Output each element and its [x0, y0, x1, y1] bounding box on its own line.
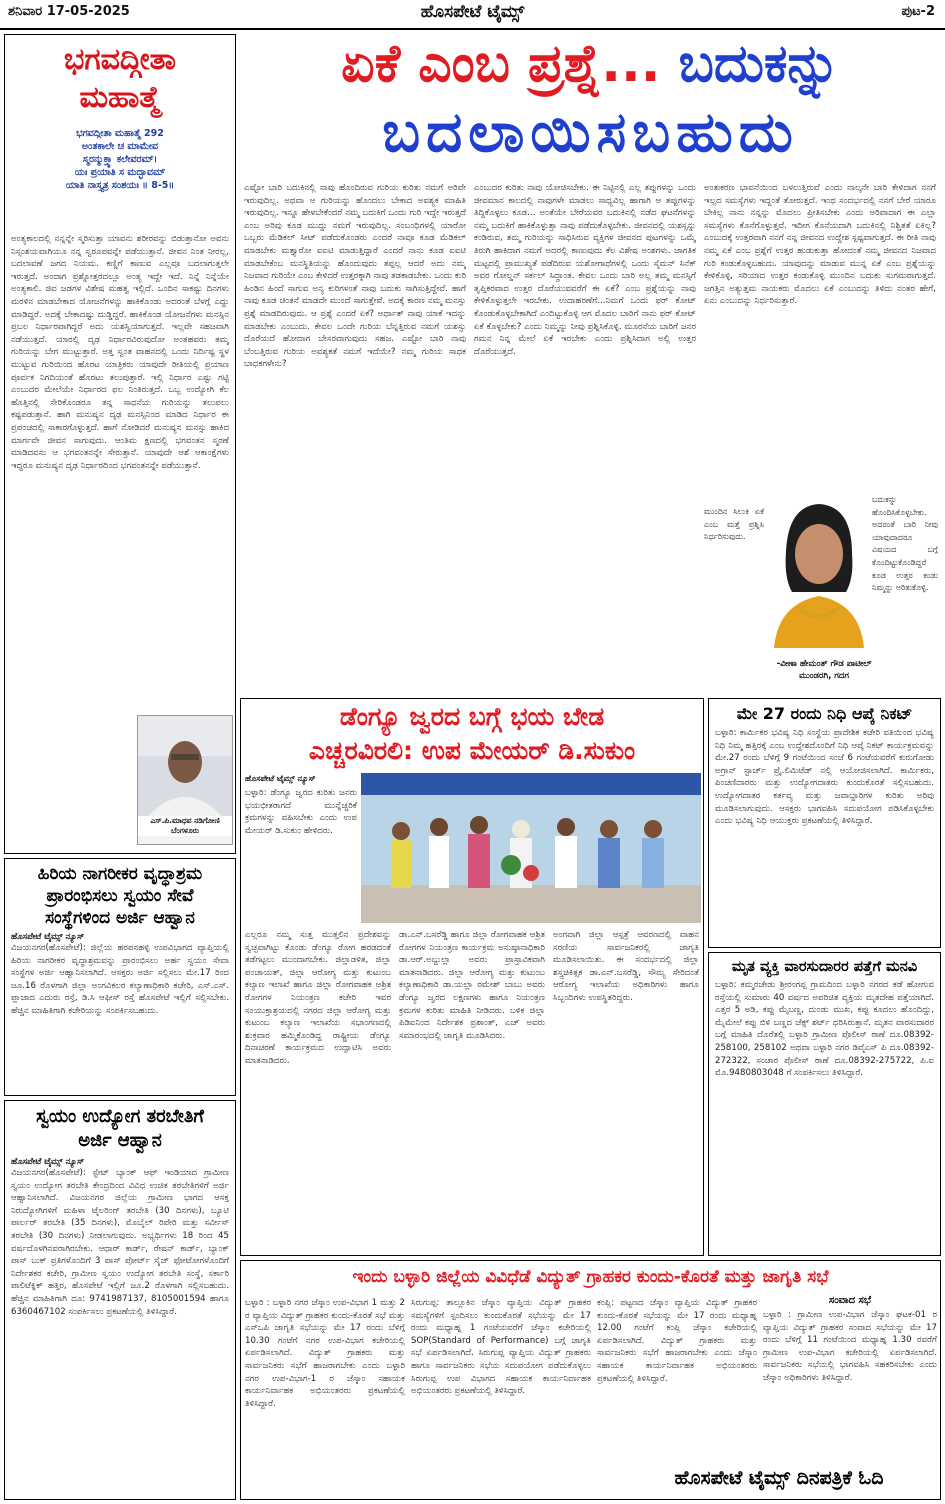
electricity-heading: ಇಂದು ಬಳ್ಳಾರಿ ಜಿಲ್ಲೆಯ ವಿವಿಧೆಡೆ ವಿದ್ಯುತ್ ಗ್ರಾಹಕರ ಕುಂದು-ಕೊರತೆ ಮತ್ತು ಜಾಗೃತಿ ಸಭೆ	[352, 1267, 829, 1287]
gita-shloka	[5, 127, 235, 192]
feature-heading-red: ಏಕೆ ಎಂಬ ಪ್ರಶ್ನೆ...	[341, 34, 679, 94]
gita-article	[4, 34, 236, 854]
feature-column-3: ಅಂತಃಕರಣ ಭಾವನೆಯಿಂದ ಬಳಲುತ್ತಿರುವೆ ಎಂದು ನಾಲ್ಕನೇ ಬಾರಿ ಕೇಳಿದಾಗ ನನಗೆ ಇಲ್ಲದ ಸಮಸ್ಯೆಗಳು ಇದ್ದಂತೆ ತೋರುತ್ತದೆ. ಇಂಥ ಸಂದರ್ಭದಲ್ಲಿ ನನಗೆ ಬೇರೆ ಯಾರೂ ಬೇಕಿಲ್ಲ ನಾನು ನನ್ನನ್ನು ಮೊದಲು ಪ್ರೀತಿಸಬೇಕು ಎಂದು ಅರಿವಾದಾಗ ಈ ಎಲ್ಲಾ ಸಮಸ್ಯೆಗಳು ಕೊನೆಗೊಳ್ಳುತ್ತವೆ. ಇದೀಗ ಕೊನೆಯದಾಗಿ ಬದುಕಿನಲ್ಲಿ ನಿಶ್ಚಿತತೆ ಏಕಿಲ್ಲ? ಎಂಬುದಕ್ಕೆ ಉತ್ತರವಾಗಿ ನನಗೆ ನನ್ನ ಜೀವನದ ಉದ್ದೇಶ ಸ್ಪಷ್ಟವಾಗುತ್ತದೆ. ಈ ರೀತಿ ನಾವು ನಮ್ಮ ಏಕೆ ಎಂಬ ಪ್ರಶ್ನೆಗೆ ಉತ್ತರ ಹುಡುಕುತ್ತಾ ಹೋದಂತೆ ನಮ್ಮ ಜೀವನದ ನಿಜವಾದ ಗುರಿ ಕಂಡುಕೊಳ್ಳಬಹುದು. ಯಾವುದನ್ನು ಮಾಡುವ ಮುನ್ನ ಏಕೆ ಎಂಬ ಪ್ರಶ್ನೆಯನ್ನು ಕೇಳಿಕೊಳ್ಳಿ, ಸರಿಯಾದ ಉತ್ತರ ಕಂಡುಕೊಳ್ಳಿ ಮುಂದಿನ ಬದುಕು ಸುಗಮವಾಗುತ್ತದೆ. ಜಗತ್ತಿನ ಅತ್ಯುತ್ತಮ ನಾಯಕರು ಮೊದಲು ಏಕೆ ಎಂಬುದನ್ನು ತಿಳಿದು ನಂತರ ಹೇಗೆ, ಏನು ಎಂಬುದನ್ನು ನಿರ್ಧರಿಸುತ್ತಾರೆ.	[704, 183, 936, 307]
feature-column-2: ಎಂಬುದರ ಕುರಿತು ನಾವು ಯೋಚಿಸಬೇಕು. ಈ ನಿಟ್ಟಿನಲ್ಲಿ ಎಲ್ಲ ತಪ್ಪುಗಳನ್ನು ಒಂದು ಜೀವಮಾನ ಕಾಲದಲ್ಲಿ ನಾವುಗಳೇ ಮಾಡಲು ಸಾಧ್ಯವಿಲ್ಲ ಹಾಗಾಗಿ ಆ ತಪ್ಪುಗಳನ್ನು ತಿದ್ದಿಕೊಳ್ಳಲು ಕೂಡ... ಅಂತೆಯೇ ಬೇರೆಯವರ ಬದುಕಿನಲ್ಲಿ ನಡೆದ ಘಟನೆಗಳನ್ನು ನಮ್ಮ ಬದುಕಿಗೆ ಹಾಕಿಕೊಳ್ಳುತ್ತಾ ನಾವು ಪಡೆದುಕೊಳ್ಳಬೇಕು. ಜೀವನದಲ್ಲಿ ಯಶಸ್ಸನ್ನು ಕಂಡಿರುವ, ತಮ್ಮ ಗುರಿಯನ್ನು ಸಾಧಿಸಿರುವ ವ್ಯಕ್ತಿಗಳ ಜೀವನದ ಪುಟಗಳನ್ನು ಒಮ್ಮೆ ತಿರುಗಿ ಹಾಕಿದಾಗ ನಮಗೆ ಅದರಲ್ಲಿ ಕಾಣುವುದು ಕೆಲ ವಿಶೇಷ ಅಂಶಗಳು. ಜಾಗತಿಕ ಮಟ್ಟದಲ್ಲಿ ಪ್ರಾಮುಖ್ಯತೆ ಪಡೆದಿರುವ ಯಶೋಗಾಥೆಗಳಲ್ಲಿ ಒಂದು ಸೈಮನ್ ಸಿನೆಕ್ ಅವರ ಗೋಲ್ಡನ್ ಸರ್ಕಲ್ ಸಿದ್ಧಾಂತ. ಕೇವಲ ಒಂದು ಬಾರಿ ಅಲ್ಲ ತಮ್ಮ ಮನಸ್ಸಿಗೆ ತೃಪ್ತಿಕರವಾದ ಉತ್ತರ ದೊರೆಯುವವರೆಗೆ ಈ ಏಕೆ? ಎಂಬ ಪ್ರಶ್ನೆಯನ್ನು ನಾವು ಕೇಳಿಕೊಳ್ಳುತ್ತಲೇ ಇರಬೇಕು. ಉದಾಹರಣೆಗೆ...ನಿಮಗೆ ಒಂದು ಫರ್ ಕೋಟ್ ಕೊಂಡುಕೊಳ್ಳಬೇಕಾಗಿದೆ ಎಂದಿಟ್ಟುಕೊಳ್ಳಿ ಆಗ ಮೊದಲ ಬಾರಿಗೆ ನಾನು ಫರ್ ಕೋಟ್ ಏಕೆ ಕೊಳ್ಳಬೇಕು? ಎಂದು ನಿಮ್ಮನ್ನು ನೀವು ಪ್ರಶ್ನಿಸಿಕೊಳ್ಳಿ. ಮೂರನೆಯ ಬಾರಿಗೆ ಜನರ ಗಮನ ನಿನ್ನ ಮೇಲೆ ಏಕೆ ಇರಬೇಕು ಎಂದು ಪ್ರಶ್ನಿಸಿದಾಗ ಅಲ್ಲಿ ಉತ್ತರ ದೊರೆಯುತ್ತದೆ.	[474, 183, 696, 357]
training-heading-1: ಸ್ವಯಂ ಉದ್ಯೋಗ ತರಬೇತಿಗೆ	[36, 1106, 204, 1127]
dengue-article	[240, 698, 704, 1256]
feature-column-1: ಎಷ್ಟೋ ಬಾರಿ ಬದುಕಿನಲ್ಲಿ ನಾವು ಹೊಂದಿರುವ ಗುರಿಯ ಕುರಿತು ನಮಗೆ ಅರಿವೇ ಇರುವುದಿಲ್ಲ. ಅಥವಾ ಆ ಗುರಿಯನ್ನು ಹೊಂದಲು ಬೇಕಾದ ಅವಶ್ಯಕ ಮಾಹಿತಿ ಇರುವುದಿಲ್ಲ. ಇನ್ನೂ ಹೇಳಬೇಕೆಂದರೆ ನಮ್ಮ ಬದುಕಿಗೆ ಒಂದು ಗುರಿ ಇದ್ದೇ ಇರುತ್ತದೆ ಎಂಬ ಅರಿವು ಕೂಡ ಮುದ್ದು ನಮಗೆ ಇರುವುದಿಲ್ಲ. ಸಂಬಂಧಿಗಳಲ್ಲಿ ಯಾರೋ ಒಬ್ಬರು ಮೆಡಿಕಲ್ ಸೀಟ್ ಪಡೆದುಕೊಂಡರು ಎಂದರೆ ನಾವೂ ಕೂಡ ಮೆಡಿಕಲ್ ಮಾಡಬೇಕು ಮತ್ತ್ಯಾರೋ ಐಐಟಿ ಮಾಡುತ್ತಿದ್ದಾರೆ ಎಂದರೆ ನಾನು ಕೂಡ ಐಐಟಿ ಮಾಡಬೇಕೆಂಬ ಮನಸ್ಥಿತಿಯನ್ನು ಹೊಂದುವುದು ತಪ್ಪಲ್ಲ ಆದರೆ ಅದು ನಮ್ಮ ನಿಜವಾದ ಗುರಿಯೇ ಎಂಬ ಕೇಳಿದರೆ ಉತ್ತರಕ್ಕಾಗಿ ನಾವು ತಡಕಾಡಬೇಕು. ಒಂದು ಕುರಿ ಹಿಂಡಿನ ಹಿಂದೆ ಸಾಗುವ ಅನ್ಯ ಕುರಿಗಳಂತೆ ನಾವು ಬದುಕು ಸಾಗಿಸುತ್ತಿದ್ದೇವೆ. ಹಾಗೆ ನಾವು ಕೂಡ ಚಿಂತನೆ ಮಾಡದೇ ಮುಂದೆ ಸಾಗುತ್ತೇವೆ. ಅದಕ್ಕೆ ಕಾರಣ ನಮ್ಮ ಮನಸ್ಸು ಪ್ರಶ್ನೆ ಮಾಡದಿರುವುದು. ಆ ಪ್ರಶ್ನೆ ಎಂದರೆ ಏಕೆ? ಅರ್ಥಾತ್ ನಾವು ಯಾಕೆ ಇದನ್ನು ಮಾಡಬೇಕು ಎಂಬುದು. ಕೇವಲ ಒಂದೇ ಗುರಿಯ ಬೆನ್ನತ್ತಿರುವ ನಮಗೆ ಯಶಸ್ಸು ದೊರೆಯದೆ ಹೋದಾಗ ಬೇಸರವಾಗುವುದು ಸಹಜ. ಎಷ್ಟೋ ಬಾರಿ ನಾವು ಬೆಂಬತ್ತಿರುವ ಗುರಿಯ ಅವಶ್ಯಕತೆ ನಮಗೆ ಇದೆಯೇ? ನಮ್ಮ ಗುರಿಯ ಸಾಧಕ ಬಾಧಕಗಳೇನು?	[244, 183, 466, 370]
newspaper-title: ಹೊಸಪೇಟೆ ಟೈಮ್ಸ್	[420, 2, 525, 22]
mruta-body: ಬಳ್ಳಾರಿ: ಕಮ್ಮರಚೇಡು ಶ್ರೀರಂಗಪ್ಪ ಗ್ರಾಮದಿಂದ ಬಳ್ಳಾರಿ ನಗರದ ಕಡೆ ಹೋಗುವ ರಸ್ತೆಯಲ್ಲಿ ಸುಮಾರು 40 ವರ್ಷದ ಅಪರಿಚಿತ ವ್ಯಕ್ತಿಯ ಮೃತದೇಹ ಪತ್ತೆಯಾಗಿದೆ. ಎತ್ತರ 5 ಅಡಿ, ಕಪ್ಪು ಮೈಬಣ್ಣ, ದುಂಡು ಮುಖ, ಕಪ್ಪು ಕೂದಲು ಹೊಂದಿದ್ದು, ಮೈಮೇಲೆ ಕಪ್ಪು ಬಿಳಿ ಬಣ್ಣದ ಚೆಕ್ಸ್ ಶರ್ಟ್ ಧರಿಸಿರುತ್ತಾನೆ. ಮೃತನ ವಾರಸುದಾರರ ಬಗ್ಗೆ ಮಾಹಿತಿ ದೊರೆತಲ್ಲಿ ಬಳ್ಳಾರಿ ಗ್ರಾಮೀಣ ಪೊಲೀಸ್ ಠಾಣೆ ದೂ.08392-258100, 258102 ಅಥವಾ ಬಳ್ಳಾರಿ ನಗರ ಡಿವೈಎಸ್ ಪಿ ದೂ.08392-272322, ಸಂಚಾರ ಪೊಲೀಸ್ ಠಾಣೆ ದೂ.08392-275722, ಪಿ.ಐ ಮೊ.9480803048 ಗೆ ಸಂಪರ್ಕಿಸಲು ತಿಳಿಸಿದ್ದಾರೆ.	[715, 980, 934, 1079]
oldage-heading-3: ಸಂಸ್ಥೆಗಳಿಂದ ಅರ್ಜಿ ಆಹ್ವಾನ	[45, 908, 195, 928]
feature-article	[240, 34, 941, 694]
samvada-heading: ಸಂವಾದ ಸಭೆ	[828, 1295, 872, 1306]
nidhi-heading: ಮೇ 27 ರಂದು ನಿಧಿ ಆಪ್ಕೆ ನಿಕಟ್	[736, 704, 913, 723]
feature-column-3-side: ಮುಂದಿನ ಸಿಲುಕಿ ಏಕೆ ಎಂಬ ಮತ್ತೆ ಪ್ರಶ್ನಿಸಿ ನಿರ್ಧರಿಸುವುದು.	[704, 507, 764, 542]
feature-author-name: -ವೀಣಾ ಹೇಮಂತ್ ಗೌಡ ಪಾಟೀಲ್	[776, 659, 872, 669]
training-body: ವಿಜಯನಗರ(ಹೊಸಪೇಟೆ): ಸ್ಟೇಟ್ ಬ್ಯಾಂಕ್ ಆಫ್ ಇಂಡಿಯಾದ ಗ್ರಾಮೀಣ ಸ್ವಯಂ ಉದ್ಯೋಗ ತರಬೇತಿ ಕೇಂದ್ರದಿಂದ ವಿವಿಧ ಉಚಿತ ತರಬೇತಿಗಳಿಗೆ ಅರ್ಜಿ ಆಹ್ವಾನಿಸಲಾಗಿದೆ. ವಿಜಯನಗರ ಜಿಲ್ಲೆಯ ಗ್ರಾಮೀಣ ಭಾಗದ ಆಸಕ್ತ ನಿರುದ್ಯೋಗಿಗಳಿಗೆ ಮಹಿಳಾ ಟೈಲರಿಂಗ್ ತರಬೇತಿ (30 ದಿನಗಳು), ಬ್ಯೂಟಿ ಪಾರ್ಲರ್ ತರಬೇತಿ (35 ದಿನಗಳು), ಮೊಬೈಲ್ ರಿಪೇರಿ ಮತ್ತು ಸರ್ವೀಸ್ ತರಬೇತಿ (30 ದಿನಗಳು) ನೀಡಲಾಗುವುದು. ಅಭ್ಯರ್ಥಿಗಳು 18 ರಿಂದ 45 ವರ್ಷದೊಳಗಿನವರಾಗಿರಬೇಕು. ಆಧಾರ್ ಕಾರ್ಡ್, ರೇಷನ್ ಕಾರ್ಡ್, ಬ್ಯಾಂಕ್ ಪಾಸ್ ಬುಕ್ ಪ್ರತಿಗಳೊಂದಿಗೆ 3 ಪಾಸ್ ಪೋರ್ಟ್ ಸೈಜ್ ಫೋಟೋಗಳೊಂದಿಗೆ ನಿರ್ದೇಶಕರ ಕಚೇರಿ, ಗ್ರಾಮೀಣ ಸ್ವಯಂ ಉದ್ಯೋಗ ತರಬೇತಿ ಸಂಸ್ಥೆ, ಸರ್ಕಾರಿ ಪಾಲಿಟೆಕ್ನಿಕ್ ಹತ್ತಿರ, ಹೊಸಪೇಟೆ ಇಲ್ಲಿಗೆ ಜೂ.2 ರೊಳಗಾಗಿ ಸಲ್ಲಿಸಬಹುದು. ಹೆಚ್ಚಿನ ಮಾಹಿತಿಗಾಗಿ ದೂ: 9741987137, 8105001594 ಹಾಗೂ 6360467102 ಸಂಪರ್ಕಿಸಲು ಪ್ರಕಟಣೆಯಲ್ಲಿ ತಿಳಿಸಿದ್ದಾರೆ.	[11, 1168, 229, 1317]
feature-author	[710, 658, 938, 682]
training-byline: ಹೊಸಪೇಟೆ ಟೈಮ್ಸ್ ನ್ಯೂಸ್	[11, 1157, 85, 1167]
electricity-column-2: ಸಿರುಗುಪ್ಪ: ತಾಲ್ಲೂಕಿನ ಜೆಸ್ಕಾಂ ವ್ಯಾಪ್ತಿಯ ವಿದ್ಯುತ್ ಗ್ರಾಹಕರ ಸಮಸ್ಯೆಗಳಿಗೆ ಸ್ಪಂದಿಸಲು ಕುಂದುಕೊರತೆ ಸಭೆಯನ್ನು ಮೇ 17 ರಂದು ಮಧ್ಯಾಹ್ನ 1 ಗಂಟೆಯವರೆಗೆ ಜೆಸ್ಕಾಂ ಕಚೇರಿಯಲ್ಲಿ SOP(Standard of Performance) ಬಗ್ಗೆ ಜಾಗೃತಿ ಸಭೆ ಏರ್ಪಡಿಸಲಾಗಿದೆ. ಸಿರುಗುಪ್ಪ ವ್ಯಾಪ್ತಿಯ ವಿದ್ಯುತ್ ಗ್ರಾಹಕರು ಹಾಗೂ ಸಾರ್ವಜನಿಕರು ಸಭೆಯ ಸದುಪಯೋಗ ಪಡೆದುಕೊಳ್ಳಲು ಸಿರುಗುಪ್ಪ ಉಪ ವಿಭಾಗದ ಸಹಾಯಕ ಕಾರ್ಯನಿರ್ವಾಹಕ ಅಭಿಯಂತರರು ಪ್ರಕಟಣೆಯಲ್ಲಿ ತಿಳಿಸಿದ್ದಾರೆ.	[411, 1298, 591, 1397]
dengue-lead: ಬಳ್ಳಾರಿ: ಡೆಂಗ್ಯೂ ಜ್ವರದ ಕುರಿತು ಜನರು ಭಯಭೀತರಾಗದೆ ಮುನ್ನೆಚ್ಚರಿಕೆ ಕ್ರಮಗಳನ್ನು ವಹಿಸಬೇಕು ಎಂದು ಉಪ ಮೇಯರ್ ಡಿ.ಸುಕುಂ ಹೇಳಿದರು.	[245, 788, 357, 836]
nidhi-article	[708, 698, 941, 948]
author-portrait-icon	[138, 716, 232, 816]
author-place: ಬೆಂಗಳೂರು	[170, 826, 199, 835]
dengue-column-2: ಡಾ.ಎನ್.ಬಸರೆಡ್ಡಿ ಹಾಗೂ ಜಿಲ್ಲಾ ರೋಗವಾಹಕ ಆಶ್ರಿತ ರೋಗಗಳ ನಿಯಂತ್ರಣ ಕಾರ್ಯಕ್ರಮ ಅನುಷ್ಠಾನಾಧಿಕಾರಿ ಡಾ.ಆರ್.ಅಬ್ದುಲ್ಲಾ ಅವರು ಪ್ರಾಸ್ತಾವಿಕವಾಗಿ ಮಾತನಾಡಿದರು. ಜಿಲ್ಲಾ ಆರೋಗ್ಯ ಮತ್ತು ಕುಟುಂಬ ಕಲ್ಯಾಣಾಧಿಕಾರಿ ಡಾ.ಯಲ್ಲಾ ರಮೇಶ್ ಬಾಬು ಅವರು ಡೆಂಗ್ಯೂ ಜ್ವರದ ಲಕ್ಷಣಗಳು ಹಾಗೂ ನಿಯಂತ್ರಣ ಕ್ರಮಗಳ ಕುರಿತು ಮಾಹಿತಿ ನೀಡಿದರು. ಬಳಿಕ ಜಿಲ್ಲಾ ಪಿಡಿಐನಿಂದ ನಿರ್ದೇಶಕ ಪ್ರಶಾಂತ್, ಎಚ್ ಅವರು ಸಮಾರಂಭದಲ್ಲಿ ಜಾಗೃತಿ ಮೂಡಿಸಿದರು.	[399, 930, 545, 1041]
dengue-event-photo	[361, 773, 701, 923]
oldage-body: ವಿಜಯನಗರ(ಹೊಸಪೇಟೆ): ಜಿಲ್ಲೆಯ ಹರಪನಹಳ್ಳಿ ಉಪವಿಭಾಗದ ವ್ಯಾಪ್ತಿಯಲ್ಲಿ ಹಿರಿಯ ನಾಗರೀಕರ ವೃದ್ಧಾಶ್ರಮವನ್ನು ಪ್ರಾರಂಭಿಸಲು ಅರ್ಹ ಸ್ವಯಂ ಸೇವಾ ಸಂಸ್ಥೆಗಳ ಅರ್ಜಿ ಆಹ್ವಾನಿಸಲಾಗಿದೆ. ಆಸಕ್ತರು ಅರ್ಜಿ ಸಲ್ಲಿಸಲು ಮೇ.17 ರಿಂದ ಜೂ.16 ರೊಳಗಾಗಿ ಜಿಲ್ಲಾ ಅಂಗವಿಕಲರ ಕಲ್ಯಾಣಾಧಿಕಾರಿ ಕಚೇರಿ, ಎಸ್.ಎಸ್. ಪ್ಲಾಜಾದ ಎದುರು ರಸ್ತೆ, ಡಿ.ಸಿ ಆಫೀಸ್ ರಸ್ತೆ ಹೊಸಪೇಟೆ ಇಲ್ಲಿಗೆ ಸಲ್ಲಿಸಬೇಕು. ಹೆಚ್ಚಿನ ಮಾಹಿತಿಗಾಗಿ ಕಚೇರಿಯನ್ನು ಸಂಪರ್ಕಿಸಬಹುದು.	[11, 943, 229, 1016]
nidhi-body: ಬಳ್ಳಾರಿ: ಕಾರ್ಮಿಕರ ಭವಿಷ್ಯ ನಿಧಿ ಸಂಸ್ಥೆಯ ಪ್ರಾದೇಶಿಕ ಕಚೇರಿ ವತಿಯಿಂದ ಭವಿಷ್ಯ ನಿಧಿ ನಿಮ್ಮ ಹತ್ತಿರಕ್ಕೆ ಎಂಬ ಉದ್ದೇಶದೊಂದಿಗೆ ನಿಧಿ ಆಪ್ಕೆ ನಿಕಟ್ ಕಾರ್ಯಕ್ರಮವನ್ನು ಮೇ.27 ರಂದು ಬೆಳಿಗ್ಗೆ 9 ಗಂಟೆಯಿಂದ ಸಂಜೆ 6 ಗಂಟೆಯವರೆಗೆ ಕುರುಗೋಡು ಅಗ್ರಾನ್ ಸ್ಟಾರ್ಚ್ ಪ್ರೈ.ಲಿಮಿಟೆಡ್ ನಲ್ಲಿ ಆಯೋಜಿಸಲಾಗಿದೆ. ಕಾರ್ಮಿಕರು, ಪಿಂಚಣಿದಾರರು ಮತ್ತು ಉದ್ಯೋಗದಾತರು ಕುಂದುಕೊರತೆ ಸಲ್ಲಿಸಬಹುದು. ಉದ್ಯೋಗದಾತರ ಕರ್ತವ್ಯ ಮತ್ತು ಜವಾಬ್ದಾರಿಗಳ ಕುರಿತು ಅರಿವು ಮೂಡಿಸಲಾಗುವುದು. ಆಸಕ್ತರು ಭಾಗವಹಿಸಿ ಸದುಪಯೋಗ ಪಡಿಸಿಕೊಳ್ಳಬೇಕು ಎಂದು ಭವಿಷ್ಯ ನಿಧಿ ಆಯುಕ್ತರು ಪ್ರಕಟಣೆಯಲ್ಲಿ ತಿಳಿಸಿದ್ದಾರೆ.	[715, 728, 934, 827]
oldage-article	[4, 858, 236, 1096]
dengue-heading-1: ಡೆಂಗ್ಯೂ ಜ್ವರದ ಬಗ್ಗೆ ಭಯ ಬೇಡ	[339, 702, 605, 731]
shloka-line: ಸ್ಮರನ್ಮುಕ್ತ್ವಾ ಕಲೇವರಮ್।	[82, 154, 158, 165]
gita-heading-1: ಭಗವದ್ಗೀತಾ	[63, 42, 177, 77]
feature-column-3-right: ಬದುಕನ್ನು ಹೊಂದಿಸಿಕೊಳ್ಳಬೇಕು. ಅದರಂತೆ ಬಾರಿ ನೀವು ಯಾವುದಾದರೂ ವಿಷಯದ ಬಗ್ಗೆ ಕೊಂದಿಟ್ಟುಕೊಂಡಿದ್ದರೆ ಕೂಡ ಉತ್ತರ ಕಂಡು ನಿಮ್ಮನ್ನು ಅರಿತುಕೊಳ್ಳಿ.	[872, 495, 938, 593]
shloka-line: ಯಃ ಪ್ರಯಾತಿ ಸ ಮದ್ಭಾವಮ್	[74, 167, 166, 178]
dengue-heading-2: ಎಚ್ಚರವಿರಲಿ: ಉಪ ಮೇಯರ್ ಡಿ.ಸುಕುಂ	[308, 736, 636, 765]
feature-heading-line-1	[240, 34, 941, 94]
dengue-column-3: ಅಂಗವಾಗಿ ಜಿಲ್ಲಾ ಆಸ್ಪತ್ರೆ ಆವರಣದಲ್ಲಿ ವಾಹನ ಸರಣಿಯ ಸಾರ್ವಜನಿಕರಲ್ಲಿ ಜಾಗೃತಿ ಮೂಡಿಸಲಾಯಿತು. ಈ ಸಂದರ್ಭದಲ್ಲಿ ಜಿಲ್ಲಾ ಶಸ್ತ್ರಚಿಕಿತ್ಸಕ ಡಾ.ಎನ್.ಬಸರೆಡ್ಡಿ, ಸೌಮ್ಯ ಸೇರಿದಂತೆ ಆರೋಗ್ಯ ಇಲಾಖೆಯ ಅಧಿಕಾರಿಗಳು ಹಾಗೂ ಸಿಬ್ಬಂದಿಗಳು ಉಪಸ್ಥಿತರಿದ್ದರು.	[553, 930, 699, 1003]
shloka-line: ಭಗವದ್ಗೀತಾ ಮಹಾತ್ಮೆ 292	[76, 128, 164, 139]
electricity-column-3: ಕಂಪ್ಲಿ: ಪಟ್ಟಣದ ಜೆಸ್ಕಾಂ ವ್ಯಾಪ್ತಿಯ ವಿದ್ಯುತ್ ಗ್ರಾಹಕರ ಕುಂದು-ಕೊರತೆ ಸಭೆಯನ್ನು ಮೇ 17 ರಂದು ಮಧ್ಯಾಹ್ನ 12.00 ಗಂಟೆಗೆ ಕಂಪ್ಲಿ ಜೆಸ್ಕಾಂ ಕಚೇರಿಯಲ್ಲಿ ಏರ್ಪಡಿಸಲಾಗಿದೆ. ವಿದ್ಯುತ್ ಗ್ರಾಹಕರು ಮತ್ತು ಸಾರ್ವಜನಿಕರು ಸಭೆಗೆ ಹಾಜರಾಗಬೇಕು ಎಂದು ಜೆಸ್ಕಾಂ ಸಹಾಯಕ ಕಾರ್ಯನಿರ್ವಾಹಕ ಅಭಿಯಂತರರು ಪ್ರಕಟಣೆಯಲ್ಲಿ ತಿಳಿಸಿದ್ದಾರೆ.	[597, 1298, 757, 1384]
author-portrait-icon	[768, 488, 870, 648]
page-number: ಪುಟ-2	[901, 4, 935, 19]
feature-heading-line-2: ಬದಲಾಯಿಸಬಹುದು	[382, 100, 799, 165]
electricity-article	[240, 1260, 941, 1500]
gita-heading-2: ಮಹಾತ್ಮೆ	[79, 80, 161, 115]
dengue-byline: ಹೊಸಪೇಟೆ ಟೈಮ್ಸ್ ನ್ಯೂಸ್	[245, 773, 316, 783]
oldage-byline: ಹೊಸಪೇಟೆ ಟೈಮ್ಸ್ ನ್ಯೂಸ್	[11, 932, 85, 942]
dengue-column-1: ಎಲ್ಲರೂ ನಮ್ಮ ಸುತ್ತ ಮುತ್ತಲಿನ ಪ್ರದೇಶವನ್ನು ಸ್ವಚ್ಛವಾಗಿಟ್ಟು ಕೊಂಡು ಡೆಂಗ್ಯೂ ರೋಗ ಹರಡದಂತೆ ತಡೆಗಟ್ಟಲು ಮುಂದಾಗಬೇಕು. ಜಿಲ್ಲಾಡಳಿತ, ಜಿಲ್ಲಾ ಪಂಚಾಯತ್, ಜಿಲ್ಲಾ ಆರೋಗ್ಯ ಮತ್ತು ಕುಟುಂಬ ಕಲ್ಯಾಣ ಇಲಾಖೆ ಹಾಗೂ ಜಿಲ್ಲಾ ರೋಗವಾಹಕ ಆಶ್ರಿತ ರೋಗಗಳ ನಿಯಂತ್ರಣ ಕಚೇರಿ ಇವರ ಸಂಯುಕ್ತಾಶ್ರಯದಲ್ಲಿ ನಗರದ ಜಿಲ್ಲಾ ಆರೋಗ್ಯ ಮತ್ತು ಕುಟುಂಬ ಕಲ್ಯಾಣ ಇಲಾಖೆಯ ಸಭಾಂಗಣದಲ್ಲಿ ಶುಕ್ರವಾರ ಹಮ್ಮಿಕೊಂಡಿದ್ದ ರಾಷ್ಟ್ರೀಯ ಡೆಂಗ್ಯೂ ದಿನಾಚರಣೆ ಕಾರ್ಯಕ್ರಮದ ಉದ್ಘಾಟಿಸಿ ಅವರು ಮಾತನಾಡಿದರು.	[245, 930, 391, 1066]
feature-heading-blue: ಬದುಕನ್ನು	[678, 34, 840, 94]
electricity-column-1: ಬಳ್ಳಾರಿ : ಬಳ್ಳಾರಿ ನಗರ ಜೆಸ್ಕಾಂ ಉಪ-ವಿಭಾಗ 1 ಮತ್ತು 2 ರ ವ್ಯಾಪ್ತಿಯ ವಿದ್ಯುತ್ ಗ್ರಾಹಕರ ಕುಂದು-ಕೊರತೆ ಸಭೆ ಮತ್ತು ಎಸ್ಒಪಿ ಜಾಗೃತಿ ಸಭೆಯನ್ನು ಮೇ 17 ರಂದು ಬೆಳಿಗ್ಗೆ 10.30 ಗಂಟೆಗೆ ನಗರ ಉಪ-ವಿಭಾಗ ಕಚೇರಿಯಲ್ಲಿ ಏರ್ಪಡಿಸಲಾಗಿದೆ. ವಿದ್ಯುತ್ ಗ್ರಾಹಕರು ಮತ್ತು ಸಾರ್ವಜನಿಕರು ಸಭೆಗೆ ಹಾಜರಾಗಬೇಕು ಎಂದು ಬಳ್ಳಾರಿ ನಗರ ಉಪ-ವಿಭಾಗ-1 ರ ಜೆಸ್ಕಾಂ ಸಹಾಯಕ ಕಾರ್ಯನಿರ್ವಾಹಕ ಅಭಿಯಂತರರು ಪ್ರಕಟಣೆಯಲ್ಲಿ ತಿಳಿಸಿದ್ದಾರೆ.	[245, 1298, 405, 1409]
oldage-heading-1: ಹಿರಿಯ ನಾಗರೀಕರ ವೃದ್ಧಾಶ್ರಮ	[37, 864, 203, 884]
event-photo-icon	[361, 773, 701, 923]
shloka-line: ಅಂತಕಾಲೇ ಚ ಮಾಮೇವ	[81, 141, 159, 152]
shloka-line: ಯಾತಿ ನಾಸ್ತ್ಯತ್ರ ಸಂಶಯಃ ॥ 8-5॥	[65, 180, 175, 191]
feature-author-place: ಮುಂಡರಗಿ, ಗದಗ	[799, 671, 849, 681]
masthead	[0, 0, 945, 30]
promo-banner: ಹೊಸಪೇಟೆ ಟೈಮ್ಸ್ ದಿನಪತ್ರಿಕೆ ಓದಿ	[674, 1467, 884, 1489]
author-photo	[137, 715, 233, 845]
gita-body: ಅಂತ್ಯಕಾಲದಲ್ಲಿ ನನ್ನನ್ನೇ ಸ್ಮರಿಸುತ್ತಾ ಯಾವನು ಶರೀರವನ್ನು ಬಿಡುತ್ತಾನೋ ಅವನು ನಿಸ್ಸಂಶಯವಾಗಿಯೂ ನನ್ನ ಸ್ವರೂಪವನ್ನೇ ಪಡೆಯುತ್ತಾನೆ. ಜೀವನ ನಿಂತ ನೀರಲ್ಲ, ಬದಲಾವಣೆ ಜಗದ ನಿಯಮ. ಕಣ್ಣಿಗೆ ಕಾಣುವ ಎಲ್ಲವೂ ಬದಲಾಗುತ್ತಲೇ ಇರುತ್ತದೆ. ಅಂದಾಗ ಪ್ರಶ್ನೋತ್ತರದಲ್ಲೂ ಅಂತ್ಯ ಇದ್ದೇ ಇದೆ. ನಿನ್ನೆ ನಿನ್ನೆಯೇ ಅಂತ್ಯಕಾಲಿ. ಜಿವ ಜಡಗಳ ವಿಶೇಷ ಮಹತ್ವ ಇಲ್ಲಿದೆ. ಒಂದಿನ ಸಾಕಷ್ಟು ದಿನಗಳು ಮರಳಿನ ಮಾಡಬೇಕಾದ ಯೋಜನೆಗಳನ್ನು ಹಾಕಿಕೊಂಡು ಅದರಂತೆ ಬೆಳಗ್ಗೆ ಎದ್ದು ಮಾಡಿದ್ದರೆ. ಅದಕ್ಕೆ ಬೇಕಾದಷ್ಟು ದುಡ್ಡಿದ್ದರೆ. ಹಾಕಿಕೊಂಡ ಯೋಜನೆಗಳು ಮನಸ್ಸಿನ ಪ್ರಬಲ ನಿರ್ಧಾರವಾಗಿದ್ದರೆ ಅದು ಯಶಸ್ವಿಯಾಗುತ್ತದೆ. ಇಲ್ಲವೇ ಸಹಜವಾಗಿ ನಡೆಯುತ್ತದೆ. ಯಾರಲ್ಲಿ ದೃಢ ನಿರ್ಧಾರವಿರುವುದೋ ಅಂತಹವರು ತಮ್ಮ ಗುರಿಯನ್ನು ಬೇಗ ಮುಟ್ಟುತ್ತಾರೆ. ಅತ್ತ ಸ್ವಂತ ವಾಹನದಲ್ಲಿ ಒಂದು ನಿರ್ದಿಷ್ಟ ಸ್ಥಳ ಮುಟ್ಟುವ ಗುರಿಯಿಂದ ಹೊರಟ ಯಾತ್ರಿಕರು ಯಾವುದೇ ರೀತಿಯಲ್ಲಿ ಪ್ರಯಾಣ ಪೂರ್ವಕ ನಿಗದಿಯಂತೆ ಹೊರಟು ತಲುಪುತ್ತಾರೆ. ಇಲ್ಲಿ ನಿರ್ಧಾರ ಎಷ್ಟು ಗಟ್ಟಿ ಎಂಬುದರ ಮೇಲೆಯೇ ನಿರ್ಧಾರದ ಫಲ ನಿಂತಿರುತ್ತದೆ. ಒಬ್ಬ ಉದ್ಯೋಗಿ ಕೆಲ ಹೊತ್ತಿನಲ್ಲಿ ಸೇರಿಕೊಂಡರೂ ತನ್ನ ಸಾಧನೆಯ ಗುರಿಯನ್ನು ತಲುಪಲು ಕಷ್ಟಪಡುತ್ತಾನೆ. ಹಾಗಿ ಮನುಷ್ಯನ ದೃಢ ಮನಸ್ಸಿನಿಂದ ಮಾಡಿದ ನಿರ್ಧಾರ ಈ ಪ್ರಪಂಚದಲ್ಲಿ ಸಾಕಾರಗೊಳ್ಳುತ್ತದೆ. ಹಾಗೆ ನೋಡಿದರೆ ಮನುಷ್ಯನ ಮನಸ್ಸು ಹಾಕಿದ ಮಾರ್ಗವೇ ಜೀವನ ಸಾಗುವುದು. ಆಂತಿಮ ಕ್ಷಣದಲ್ಲಿ ಭಗವಂತನ ಸ್ಮರಣೆ ಮಾಡಿದವನು ಆ ಭಗವಂತನನ್ನೇ ಸೇರುತ್ತಾನೆ. ಯಾವುದೇ ಆಶೆ ಆಕಾಂಕ್ಷೆಗಳು ಇದ್ದರೂ ಮನುಷ್ಯನ ದೃಢ ನಿರ್ಧಾರದಿಂದ ಭಗವಂತನನ್ನೇ ಪಡೆಯುತ್ತಾನೆ.	[11, 234, 229, 471]
author-photo-feature	[768, 488, 870, 648]
training-article	[4, 1100, 236, 1500]
unidentified-body-article	[708, 952, 941, 1256]
electricity-column-4: ಬಳ್ಳಾರಿ : ಗ್ರಾಮೀಣ ಉಪ-ವಿಭಾಗ ಜೆಸ್ಕಾಂ ಘಟಕ-01 ರ ವ್ಯಾಪ್ತಿಯ ವಿದ್ಯುತ್ ಗ್ರಾಹಕರ ಸಂವಾದ ಸಭೆಯನ್ನು ಮೇ 17 ರಂದು ಬೆಳಿಗ್ಗೆ 11 ಗಂಟೆಯಿಂದ ಮಧ್ಯಾಹ್ನ 1.30 ರವರೆಗೆ ಗ್ರಾಮೀಣ ಉಪ-ವಿಭಾಗ ಕಚೇರಿಯಲ್ಲಿ ಏರ್ಪಡಿಸಲಾಗಿದೆ. ಸಾರ್ವಜನಿಕರು ಸಭೆಯಲ್ಲಿ ಭಾಗವಹಿಸಿ ಸಹಕರಿಸಬೇಕು ಎಂದು ಜೆಸ್ಕಾಂ ಅಧಿಕಾರಿಗಳು ತಿಳಿಸಿದ್ದಾರೆ.	[763, 1310, 937, 1383]
author-caption	[138, 816, 232, 836]
training-heading-2: ಅರ್ಜಿ ಆಹ್ವಾನ	[78, 1130, 162, 1151]
issue-date: ಶನಿವಾರ 17-05-2025	[8, 4, 130, 19]
oldage-heading-2: ಪ್ರಾರಂಭಿಸಲು ಸ್ವಯಂ ಸೇವೆ	[46, 886, 194, 906]
mruta-heading: ಮೃತ ವ್ಯಕ್ತಿ ವಾರಸುದಾರರ ಪತ್ತೆಗೆ ಮನವಿ	[731, 959, 918, 975]
author-name: ಎಸ್.ಪಿ.ಮಾಧವ ನಡಿಗೋಣಿ	[150, 816, 220, 825]
